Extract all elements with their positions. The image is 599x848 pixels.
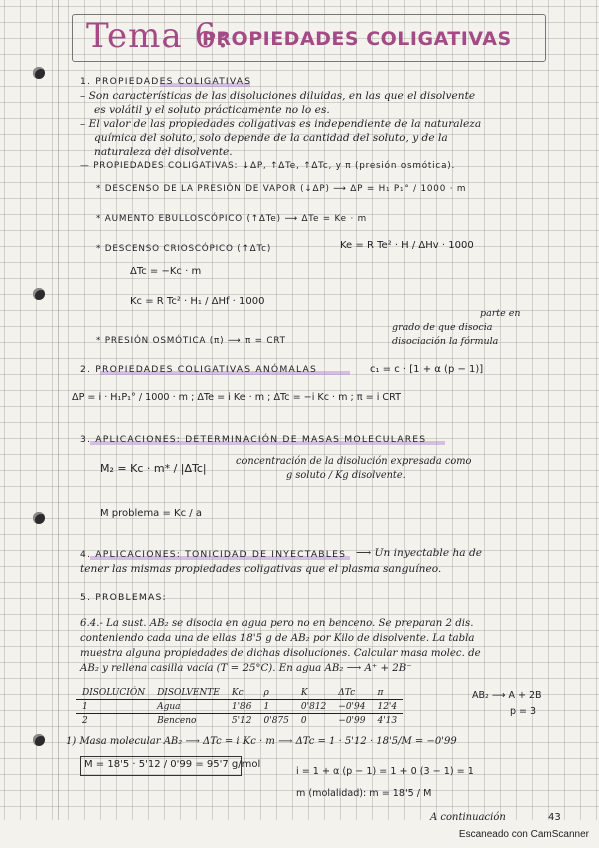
table-cell: −0'99 <box>338 715 366 726</box>
table-cell: Agua <box>151 700 226 714</box>
solution-result: M = 18'5 · 5'12 / 0'99 = 95'7 g/mol <box>84 759 261 770</box>
binder-hole-1 <box>33 67 45 79</box>
s3-note-2: g soluto / Kg disolvente. <box>286 470 406 481</box>
s1-bullet-2c: naturaleza del disolvente. <box>94 146 233 158</box>
s5-problem-2: conteniendo cada una de ellas 18'5 g de AB₂ por Kilo de disolvente. La tabla <box>80 633 475 644</box>
footer-next: A continuación <box>430 812 506 823</box>
side-p-value: p = 3 <box>510 706 537 717</box>
binder-hole-2 <box>33 288 45 300</box>
s3-note-1: concentración de la disolución expresada como <box>236 456 472 467</box>
table-cell: 12'4 <box>371 700 403 714</box>
table-header: DISOLUCIÓN <box>76 686 151 700</box>
s1-note-2: grado de que disocia <box>392 322 493 333</box>
table-header: K <box>295 686 332 700</box>
page-number: 43 <box>548 812 561 823</box>
table-cell: 4'13 <box>377 715 398 726</box>
scanner-watermark: Escaneado con CamScanner <box>458 829 589 840</box>
table-header: Kc <box>226 686 258 700</box>
section-1-heading: 1. PROPIEDADES COLIGATIVAS <box>80 76 252 87</box>
table-cell: 1 <box>76 700 151 714</box>
title-heading: PROPIEDADES COLIGATIVAS <box>202 28 512 50</box>
table-cell: 2 <box>82 715 88 726</box>
solution-line-1: 1) Masa molecular AB₂ ⟶ ΔTc = i Kc · m ⟶ ΔTc = 1 · 5'12 · 18'5/M = −0'99 <box>66 736 457 747</box>
section-3-heading: 3. APLICACIONES: DETERMINACIÓN DE MASAS MOLECULARES <box>80 434 427 445</box>
side-dissociation: AB₂ ⟶ A + 2B <box>472 690 542 701</box>
table-cell: 0'812 <box>295 700 332 714</box>
solution-i-value: i = 1 + α (p − 1) = 1 + 0 (3 − 1) = 1 <box>296 766 474 777</box>
s3-formula-1: M₂ = Kc · m* / |ΔTc| <box>100 462 207 475</box>
s4-line-1: ⟶ Un inyectable ha de <box>356 547 483 559</box>
s2-formula: c₁ = c · [1 + α (p − 1)] <box>370 364 484 375</box>
table-cell: 0'875 <box>263 715 289 726</box>
table-cell: 1 <box>258 700 295 714</box>
s1-kc-formula: Kc = R Tc² · H₁ / ΔHf · 1000 <box>130 296 265 307</box>
table-header: DISOLVENTE <box>151 686 226 700</box>
s5-problem-3: muestra alguna propiedades de dichas disoluciones. Calcular masa molec. de <box>80 648 481 659</box>
binder-hole-3 <box>33 512 45 524</box>
section-2-heading: 2. PROPIEDADES COLIGATIVAS ANÓMALAS <box>80 364 317 375</box>
s1-cryoscopic: * DESCENSO CRIOSCÓPICO (↑ΔTc) <box>96 244 272 254</box>
section-4-heading: 4. APLICACIONES: TONICIDAD DE INYECTABLES <box>80 549 347 560</box>
table-cell: 1'86 <box>226 700 258 714</box>
s2-line: ΔP = i · H₁P₁° / 1000 · m ; ΔTe = i Ke · m ; ΔTc = −i Kc · m ; π = i CRT <box>72 392 401 403</box>
table-cell: 0 <box>300 715 307 726</box>
s1-ke-formula: Ke = R Te² · H / ΔHv · 1000 <box>340 240 474 251</box>
s1-bullet-2b: química del soluto, solo depende de la cantidad del soluto, y de la <box>94 132 448 144</box>
s1-osmotic: * PRESIÓN OSMÓTICA (π) ⟶ π = CRT <box>96 336 286 346</box>
table-header: π <box>371 686 403 700</box>
s5-problem-1: 6.4.- La sust. AB₂ se disocia en agua pero no en benceno. Se preparan 2 dis. <box>80 618 474 629</box>
s1-bullet-1b: es volátil y el soluto prácticamente no lo es. <box>94 104 330 116</box>
table-cell: 5'12 <box>231 715 252 726</box>
s1-vapor-pressure: * DESCENSO DE LA PRESIÓN DE VAPOR (↓ΔP) ⟶ ΔP = H₁ P₁° / 1000 · m <box>96 184 467 194</box>
s4-line-2: tener las mismas propiedades coligativas que el plasma sanguíneo. <box>80 563 442 575</box>
table-header: ρ <box>258 686 295 700</box>
table-cell: −0'94 <box>332 700 371 714</box>
s1-dtc-formula: ΔTc = −Kc · m <box>130 266 202 277</box>
margin-line <box>58 0 59 848</box>
table-header: ΔTc <box>332 686 371 700</box>
binder-hole-4 <box>33 734 45 746</box>
s1-list: — PROPIEDADES COLIGATIVAS: ↓ΔP, ↑ΔTe, ↑ΔTc, y π (presión osmótica). <box>80 161 456 171</box>
table-cell: Benceno <box>157 715 197 726</box>
title-tema: Tema 6: <box>86 16 230 56</box>
problem-data-table <box>76 686 403 727</box>
s1-ebulloscopic: * AUMENTO EBULLOSCÓPICO (↑ΔTe) ⟶ ΔTe = Ke · m <box>96 214 368 224</box>
s1-note-3: disociación la fórmula <box>392 336 499 347</box>
s5-problem-4: AB₂ y rellena casilla vacía (T = 25°C). En agua AB₂ ⟶ A⁺ + 2B⁻ <box>80 663 412 674</box>
s1-bullet-1a: – Son características de las disoluciones diluidas, en las que el disolvente <box>80 90 476 102</box>
section-5-heading: 5. PROBLEMAS: <box>80 592 167 603</box>
s1-bullet-2a: – El valor de las propiedades coligativas es independiente de la naturaleza <box>80 118 482 130</box>
s1-note-1: parte en <box>480 308 521 319</box>
solution-molality: m (molalidad): m = 18'5 / M <box>296 788 432 799</box>
s3-formula-2: M problema = Kc / a <box>100 508 202 519</box>
